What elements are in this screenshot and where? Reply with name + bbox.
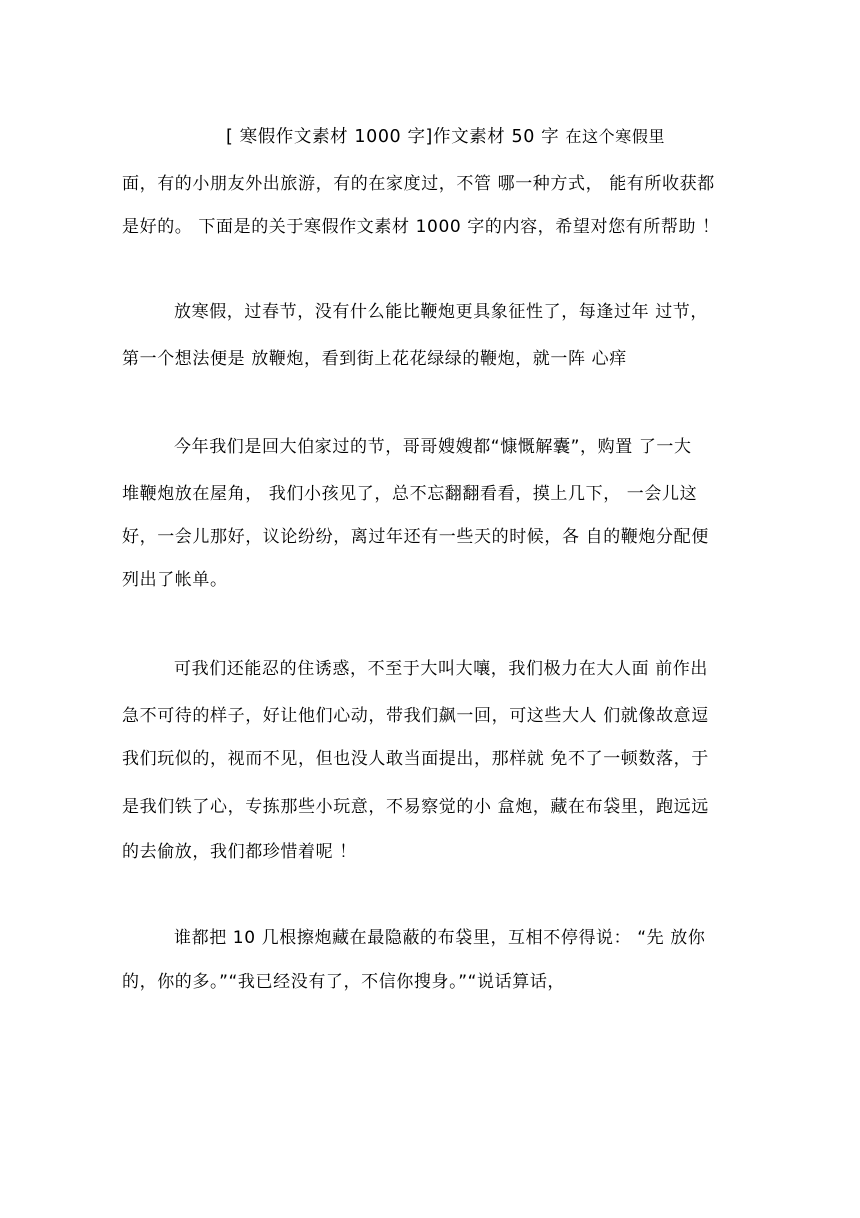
paragraph-line: 面，有的小朋友外出旅游，有的在家度过，不管 哪一种方式， 能有所收获都 xyxy=(122,174,715,194)
paragraph-line: 第一个想法便是 放鞭炮，看到街上花花绿绿的鞭炮，就一阵 心痒 xyxy=(122,349,627,369)
paragraph-line: 好，一会儿那好，议论纷纷，离过年还有一些天的时候，各 自的鞭炮分配便 xyxy=(122,527,709,547)
paragraph-line: 急不可待的样子，好让他们心动，带我们飙一回，可这些大人 们就像故意逗 xyxy=(122,706,709,726)
paragraph-line: 今年我们是回大伯家过的节，哥哥嫂嫂都“慷慨解囊”，购置 了一大 xyxy=(174,437,692,457)
paragraph-line: 谁都把 10 几根擦炮藏在最隐蔽的布袋里，互相不停得说： “先 放你 xyxy=(174,928,706,948)
paragraph-line: 的去偷放，我们都珍惜着呢 ！ xyxy=(122,842,357,862)
paragraph-line: 可我们还能忍的住诱惑，不至于大叫大嚷，我们极力在大人面 前作出 xyxy=(174,659,709,679)
title-continuation: 在这个寒假里 xyxy=(565,127,666,146)
title-text: [ 寒假作文素材 1000 字]作文素材 50 字 xyxy=(226,127,560,147)
paragraph-line: 的，你的多。”“我已经没有了，不信你搜身。”“说话算话， xyxy=(122,972,566,992)
paragraph-line: 是好的。 下面是的关于寒假作文素材 1000 字的内容，希望对您有所帮助 ！ xyxy=(122,217,720,237)
paragraph-line: 堆鞭炮放在屋角， 我们小孩见了，总不忘翻翻看看，摸上几下， 一会儿这 xyxy=(122,484,698,504)
paragraph-line: 是我们铁了心，专拣那些小玩意，不易察觉的小 盒炮，藏在布袋里，跑远远 xyxy=(122,797,709,817)
paragraph-line: 放寒假，过春节，没有什么能比鞭炮更具象征性了，每逢过年 过节， xyxy=(174,302,709,322)
paragraph-line: 列出了帐单。 xyxy=(122,570,228,590)
paragraph-line: 我们玩似的，视而不见，但也没人敢当面提出，那样就 免不了一顿数落，于 xyxy=(122,749,709,769)
document-title xyxy=(226,125,726,149)
